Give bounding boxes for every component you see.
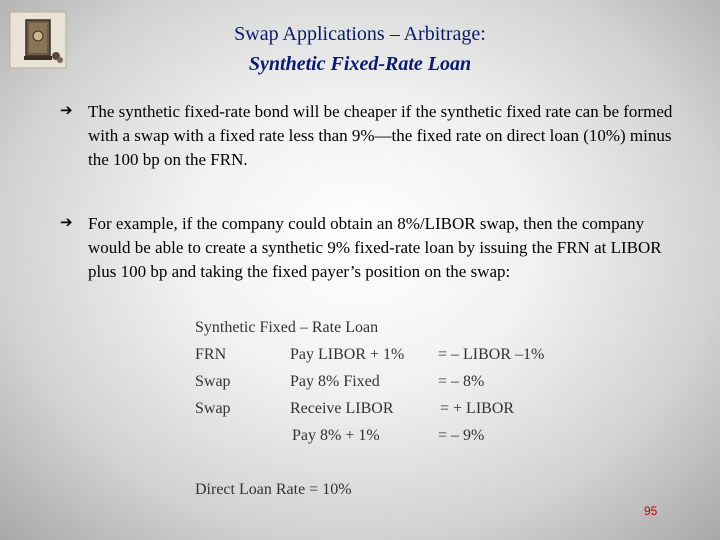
equation-row-action: Receive LIBOR xyxy=(290,400,394,417)
equation-row-result: = – LIBOR –1% xyxy=(438,346,545,363)
equation-row-label: Swap xyxy=(195,373,231,390)
equation-row-label: Swap xyxy=(195,400,231,417)
bullet-text: For example, if the company could obtain an 8%/LIBOR swap, then the company would be able to create a synthetic 9% fixed-rate loan by issuing the FRN at LIBOR plus 100 bp and taking the fixed payer’s position on the swap: xyxy=(88,214,662,281)
equation-row-action: Pay 8% + 1% xyxy=(292,427,380,444)
page-number: 95 xyxy=(644,504,658,518)
equation-footer: Direct Loan Rate = 10% xyxy=(195,481,352,498)
slide-subtitle: Synthetic Fixed-Rate Loan xyxy=(248,53,472,75)
bullet-text: The synthetic fixed-rate bond will be cheaper if the synthetic fixed rate can be formed with a swap with a fixed rate less than 9%—the fixed rate on direct loan (10%) minus the 100 bp on the FRN. xyxy=(88,102,673,169)
arrow-bullet-icon: ➔ xyxy=(60,213,73,231)
safe-logo-icon xyxy=(0,10,68,70)
equation-row-result: = – 8% xyxy=(438,373,485,390)
equation-row-action: Pay LIBOR + 1% xyxy=(290,346,405,363)
equation-row-result: = + LIBOR xyxy=(440,400,515,417)
equation-row-result: = – 9% xyxy=(438,427,485,444)
equation-row-action: Pay 8% Fixed xyxy=(290,373,380,390)
equation-heading: Synthetic Fixed – Rate Loan xyxy=(195,319,379,336)
slide-title: Swap Applications – Arbitrage: xyxy=(234,23,486,45)
equation-row-label: FRN xyxy=(195,346,227,363)
arrow-bullet-icon: ➔ xyxy=(60,101,73,119)
